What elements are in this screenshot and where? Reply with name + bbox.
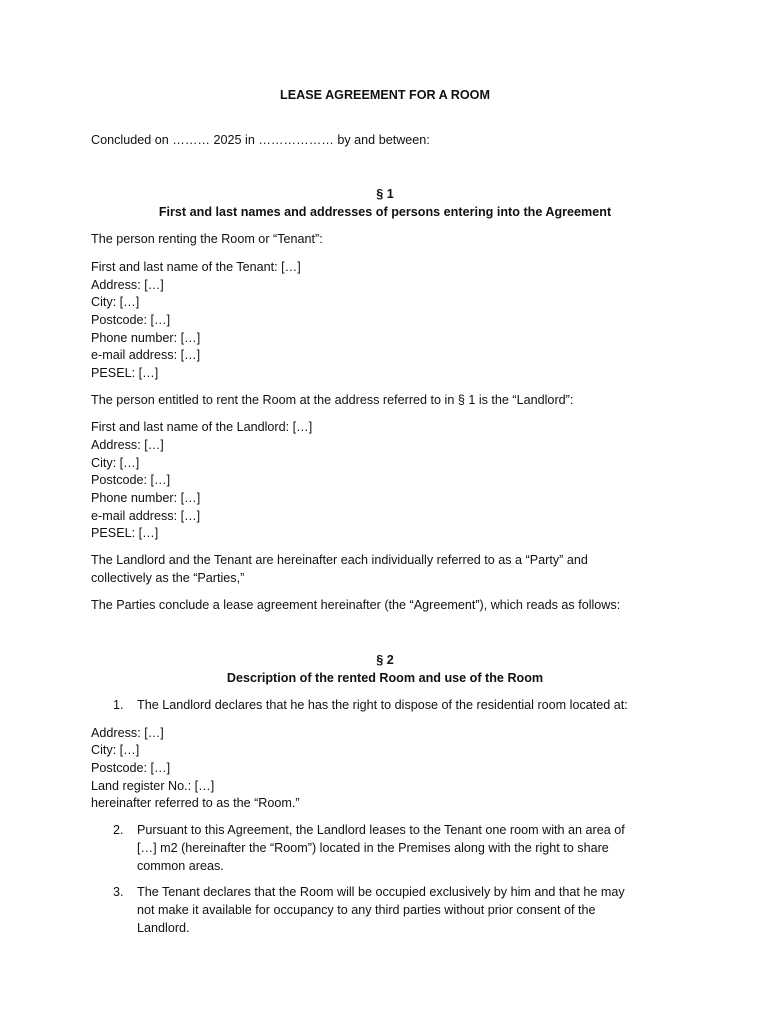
- tenant-field: Address: […]: [91, 278, 164, 292]
- parties-paragraph-line: collectively as the “Parties,”: [91, 571, 245, 585]
- section-2-number: § 2: [376, 653, 394, 667]
- parties-paragraph-line: The Landlord and the Tenant are hereinafter each individually referred to as a “Party” and: [91, 553, 588, 567]
- tenant-field: City: […]: [91, 295, 140, 309]
- room-field: City: […]: [91, 743, 140, 757]
- list-item-text: not make it available for occupancy to any third parties without prior consent of the: [137, 903, 596, 917]
- section-1-heading: First and last names and addresses of persons entering into the Agreement: [158, 205, 612, 219]
- tenant-field: PESEL: […]: [91, 366, 159, 380]
- landlord-field: Address: […]: [91, 438, 164, 452]
- list-item-text: Landlord.: [137, 921, 190, 935]
- list-number: 2.: [113, 823, 124, 837]
- tenant-field: e-mail address: […]: [91, 348, 201, 362]
- tenant-intro: The person renting the Room or “Tenant”:: [91, 232, 323, 246]
- list-item-text: common areas.: [137, 859, 224, 873]
- landlord-field: PESEL: […]: [91, 526, 159, 540]
- room-field: Land register No.: […]: [91, 779, 215, 793]
- concluded-line: Concluded on ……… 2025 in ……………… by and between:: [91, 133, 430, 147]
- landlord-field: Postcode: […]: [91, 473, 171, 487]
- landlord-field: Phone number: […]: [91, 491, 201, 505]
- tenant-field: Postcode: […]: [91, 313, 171, 327]
- list-item-text: The Tenant declares that the Room will be occupied exclusively by him and that he may: [137, 885, 625, 899]
- landlord-field: City: […]: [91, 456, 140, 470]
- list-number: 3.: [113, 885, 124, 899]
- landlord-field: First and last name of the Landlord: […]: [91, 420, 313, 434]
- tenant-field: Phone number: […]: [91, 331, 201, 345]
- room-field: Postcode: […]: [91, 761, 171, 775]
- section-1-number: § 1: [376, 187, 394, 201]
- room-field: Address: […]: [91, 726, 164, 740]
- section-2-heading: Description of the rented Room and use of the Room: [226, 671, 544, 685]
- list-item-text: Pursuant to this Agreement, the Landlord leases to the Tenant one room with an area of: [137, 823, 625, 837]
- document-title: LEASE AGREEMENT FOR A ROOM: [280, 88, 490, 102]
- list-item-text: The Landlord declares that he has the right to dispose of the residential room located at:: [137, 698, 628, 712]
- list-item-text: […] m2 (hereinafter the “Room”) located in the Premises along with the right to share: [137, 841, 609, 855]
- room-field: hereinafter referred to as the “Room.”: [91, 796, 300, 810]
- tenant-field: First and last name of the Tenant: […]: [91, 260, 301, 274]
- list-number: 1.: [113, 698, 124, 712]
- landlord-intro: The person entitled to rent the Room at the address referred to in § 1 is the “Landlord”:: [91, 393, 574, 407]
- agreement-paragraph: The Parties conclude a lease agreement hereinafter (the “Agreement”), which reads as follows:: [91, 598, 621, 612]
- landlord-field: e-mail address: […]: [91, 509, 201, 523]
